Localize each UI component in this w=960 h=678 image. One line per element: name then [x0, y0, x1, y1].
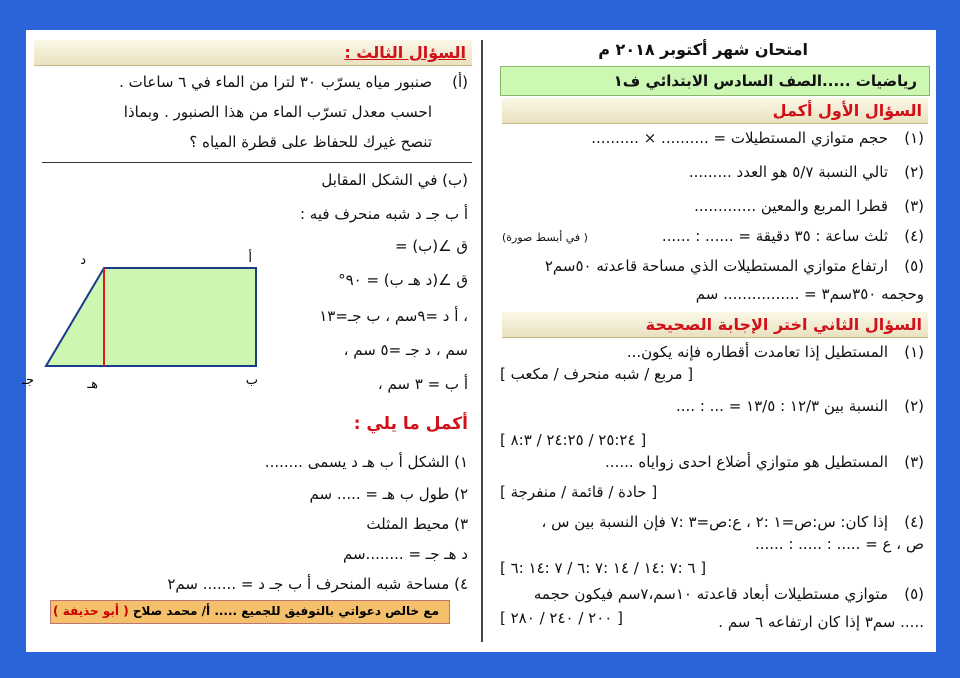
q1-item-4-num: (٤) — [904, 227, 924, 245]
vertex-b-label: ب — [245, 373, 258, 388]
part-separator — [42, 162, 472, 163]
q3-part-b-line2: ق ∠(ب) = — [394, 237, 468, 255]
trapezoid-shape — [46, 268, 256, 366]
q3-part-b-line5: سم ، د جـ =٥ سم ، — [343, 341, 468, 359]
q1-item-4-note: ( في أبسط صورة) — [502, 231, 588, 244]
footer-content — [53, 604, 439, 618]
q2-item-5-num: (٥) — [904, 585, 924, 603]
footer-name: ( أبو حذيفة ) — [53, 604, 129, 618]
column-divider — [481, 40, 483, 642]
complete-line4: د هـ جـ = ........سم — [343, 545, 468, 563]
q2-item-3-num: (٣) — [904, 453, 924, 471]
vertex-a-label: أ — [248, 251, 252, 266]
q3-part-a-line1: صنبور مياه يسرّب ٣٠ لترا من الماء في ٦ ساعات . — [119, 73, 432, 91]
q1-item-3: قطرا المربع والمعين ............. — [694, 197, 888, 215]
q1-item-5: ارتفاع متوازي المستطيلات الذي مساحة قاعدته ٥٠سم٢ — [544, 257, 888, 275]
q2-heading-band — [502, 312, 928, 338]
exam-sheet — [22, 30, 936, 652]
right-column — [494, 38, 928, 644]
q2-item-4-line2: ص ، ع = ..... : ..... : ...... — [754, 535, 924, 553]
q2-item-1-options: [ مربع / شبه منحرف / مكعب ] — [500, 365, 694, 383]
q3-part-b-line6: أ ب = ٣ سم ، — [377, 375, 468, 393]
q1-heading: السؤال الأول أكمل — [772, 101, 922, 120]
exam-subtitle: رياضيات .....الصف السادس الابتدائي ف١ — [613, 72, 917, 90]
q2-item-5-options: [ ٢٠٠ / ٢٤٠ / ٢٨٠ ] — [500, 609, 623, 627]
left-column — [22, 38, 472, 644]
q2-item-1-num: (١) — [904, 343, 924, 361]
vertex-c-label: جـ — [22, 373, 34, 388]
q3-part-b-line4: ، أ د =٩سم ، ب جـ=١٣ — [319, 307, 468, 325]
q1-item-4: ثلث ساعة : ٣٥ دقيقة = ...... : ...... — [661, 227, 888, 245]
q2-item-4-num: (٤) — [904, 513, 924, 531]
q2-item-1: المستطيل إذا تعامدت أقطاره فإنه يكون... — [626, 343, 888, 361]
q2-item-5-line2: ..... سم٣ إذا كان ارتفاعه ٦ سم . — [718, 613, 924, 631]
q3-heading: السؤال الثالث : — [344, 43, 466, 62]
q3-part-b-title: (ب) في الشكل المقابل — [321, 171, 468, 189]
vertex-d-label: د — [80, 253, 86, 268]
q3-part-a-label: (أ) — [452, 73, 468, 91]
q2-item-4-options: [ ٦ :٧ :١٤ / ١٤ :٧ :٦ / ٧ :١٤ :٦ ] — [500, 559, 707, 577]
subtitle-band — [500, 66, 930, 96]
q2-item-3-options: [ حادة / قائمة / منفرجة ] — [500, 483, 658, 501]
complete-line5: ٤) مساحة شبه المنحرف أ ب جـ د = ....... سم٢ — [167, 575, 468, 593]
q1-item-2-num: (٢) — [904, 163, 924, 181]
q1-item-5-line2: وحجمه ٣٥٠سم٣ = ................ سم — [695, 285, 924, 303]
q1-item-3-num: (٣) — [904, 197, 924, 215]
q3-heading-band — [34, 40, 472, 66]
q2-item-4: إذا كان: س:ص=١ :٢ ، ع:ص=٣ :٧ فإن النسبة بين س ، — [541, 513, 888, 531]
q2-item-5: متوازي مستطيلات أبعاد قاعدته ١٠سم،٧سم فيكون حجمه — [533, 585, 888, 603]
q2-item-3: المستطيل هو متوازي أضلاع احدى زواياه ...... — [605, 453, 888, 471]
complete-heading: أكمل ما يلي : — [353, 414, 468, 434]
complete-line3: ٣) محيط المثلث — [366, 515, 468, 533]
complete-line1: ١) الشكل أ ب هـ د يسمى ........ — [264, 453, 468, 471]
q2-item-2-num: (٢) — [904, 397, 924, 415]
q2-heading: السؤال الثاني اختر الإجابة الصحيحة — [645, 315, 922, 334]
q1-item-5-num: (٥) — [904, 257, 924, 275]
complete-line2: ٢) طول ب هـ = ..... سم — [309, 485, 468, 503]
q3-part-a-line2: احسب معدل تسرّب الماء من هذا الصنبور . وبماذا — [123, 103, 432, 121]
q2-item-2: النسبة بين ١٢/٣ : ١٣/٥ = ... : .... — [675, 397, 888, 415]
q3-part-a-line3: تنصح غيرك للحفاظ على قطرة المياه ؟ — [189, 133, 432, 151]
vertex-e-label: هـ — [87, 377, 98, 392]
trapezoid-figure — [22, 248, 274, 398]
exam-title: امتحان شهر أكتوبر ٢٠١٨ م — [598, 40, 808, 59]
q3-part-b-line1: أ ب جـ د شبه منحرف فيه : — [299, 205, 468, 223]
q1-heading-band — [502, 98, 928, 124]
footer-band — [50, 600, 450, 624]
q2-item-2-options: [ ٢٥:٢٤ / ٢٤:٢٥ / ٨:٣ ] — [500, 431, 647, 449]
q1-item-2: تالي النسبة ٥/٧ هو العدد ......... — [688, 163, 888, 181]
q3-part-b-line3: ق ∠(د هـ ب) = ٩٠° — [338, 271, 468, 289]
q1-item-1: حجم متوازي المستطيلات = .......... × .......... — [591, 129, 888, 147]
footer-text: مع خالص دعواتي بالتوفيق للجميع ..... أ/ محمد صلاح — [132, 604, 439, 618]
q1-item-1-num: (١) — [904, 129, 924, 147]
